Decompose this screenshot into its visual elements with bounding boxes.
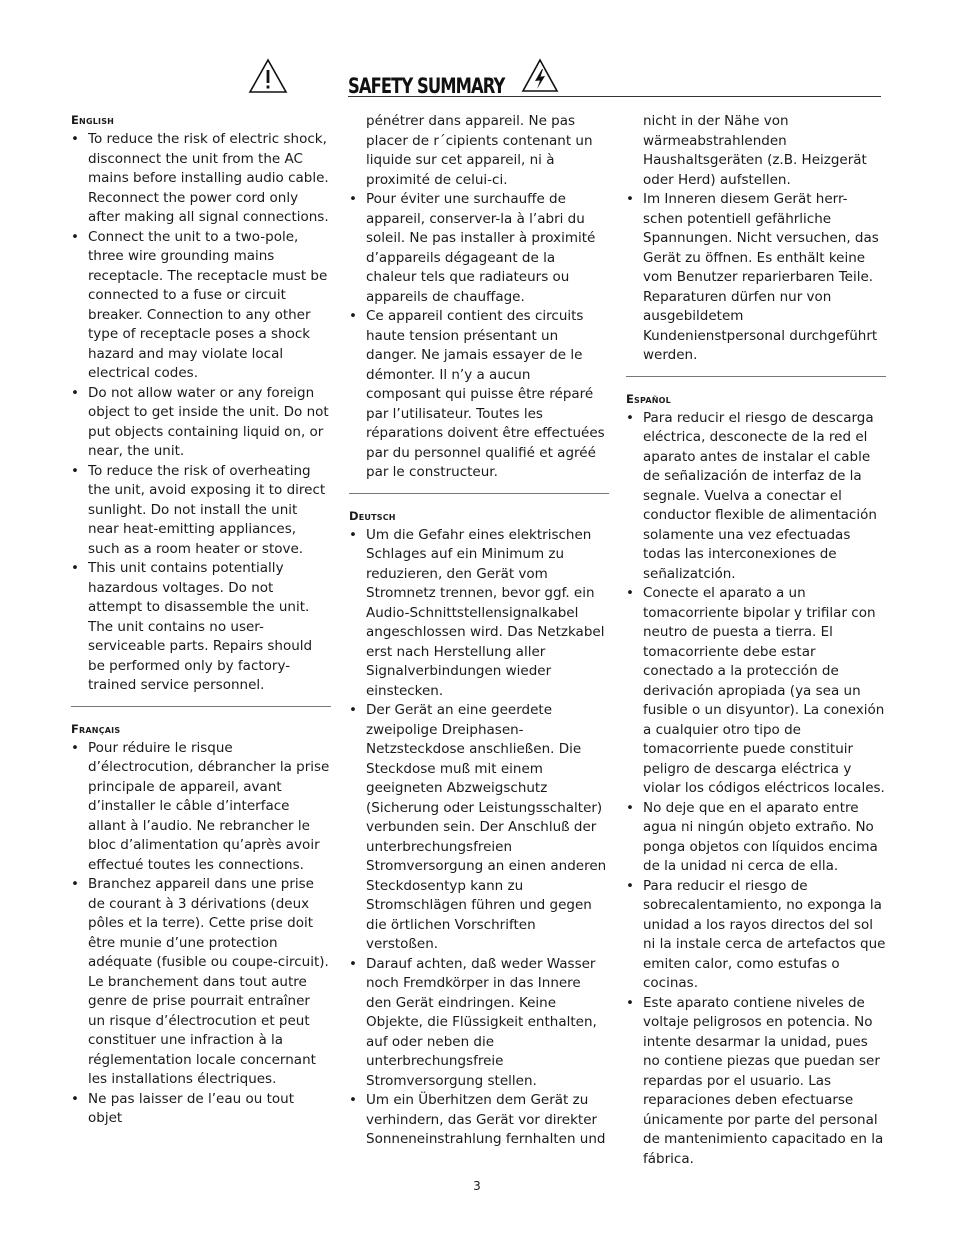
- electric-shock-warning-icon: [521, 58, 559, 93]
- francais-section: [71, 721, 331, 1129]
- espanol-list: [626, 409, 886, 1170]
- section-divider: [349, 493, 609, 494]
- list-item: • Branchez appareil dans une prise de courant à 3 dérivations (deux pôles et la terre). Cette prise doit être munie d’une protection adéquate (fusible ou coupe-circuit). Le branchement dans tout autre genre de prise pourrait entraîner un risque d’électrocution et peut constituer une infraction à la réglementation locale concernant les installations électriques.: [71, 875, 331, 1090]
- list-item: • Pour éviter une surchauffe de appareil, conserver-la à l’abri du soleil. Ne pas installer à proximité d’appareils dégageant de la chaleur tels que radiateurs ou appareils de chauffage.: [349, 190, 609, 307]
- caution-exclamation-icon: [248, 58, 288, 94]
- list-item: • This unit contains potentially hazardous voltages. Do not attempt to disassemble the unit. The unit contains no user-serviceable parts. Repairs should be performed only by factory-trained service personnel.: [71, 559, 331, 696]
- list-item: • Der Gerät an eine geerdete zweipolige Dreiphasen-Netzsteckdose anschließen. Die Steckdose muß mit einem geeigneten Abzweigschutz (Sicherung oder Leistungsschalter) verbunden sein. Der Anschluß der unterbrechungsfreien Stromversorgung an einen anderen Steckdosentyp kann zu Stromschlägen führen und gegen die örtlichen Vorschriften verstoßen.: [349, 701, 609, 955]
- list-item: • Im Inneren diesem Gerät herr-schen potentiell gefährliche Spannungen. Nicht versuchen, das Gerät zu öffnen. Es enthält keine vom Benutzer reparierbaren Teile. Reparaturen dürfen nur von ausgebildetem Kundenienstpersonal durchgeführt werden.: [626, 190, 886, 366]
- page-number: 3: [473, 1179, 481, 1193]
- title-rule: [348, 96, 881, 97]
- francais-continued-text: pénétrer dans appareil. Ne pas placer de r´cipients contenant un liquide sur cet appareil, ni à proximité de celui-ci.: [366, 113, 593, 188]
- section-title-deutsch: Deutsch: [349, 508, 396, 523]
- section-divider: [71, 706, 331, 707]
- section-title-francais: Français: [71, 721, 121, 736]
- list-item: • No deje que en el aparato entre agua ni ningún objeto extraño. No ponga objetos con líquidos encima de la unidad ni cerca de ella.: [626, 799, 886, 877]
- column-3: [626, 112, 886, 1169]
- list-item: • Pour réduire le risque d’électrocution, débrancher la prise principale de appareil, avant d’installer le câble d’interface allant à l’audio. Ne rebrancher le bloc d’alimentation qu’après avoir effectué toutes les connections.: [71, 739, 331, 876]
- section-title-english: English: [71, 113, 115, 127]
- deutsch-section: [349, 508, 609, 1150]
- list-item: • Este aparato contiene niveles de voltaje peligrosos en potencia. No intente desarmar la unidad, pues no contiene piezas que puedan ser repardas por el usuario. Las reparaciones deben efectuarse únicamente por parte del personal de mantenimiento capacitado en la fábrica.: [626, 994, 886, 1170]
- list-item: • Um die Gefahr eines elektrischen Schlages auf ein Minimum zu reduzieren, den Gerät vom Stromnetz trennen, bevor ggf. ein Audio-Schnittstellensignalkabel angeschlossen wird. Das Netzkabel erst nach Herstellung aller Signalverbindungen wieder einstecken.: [349, 526, 609, 702]
- page-title: SAFETY SUMMARY: [348, 74, 505, 98]
- deutsch-list-continued: [626, 190, 886, 366]
- list-item: • Connect the unit to a two-pole, three wire grounding mains receptacle. The receptacle must be connected to a fuse or circuit breaker. Connection to any other type of receptacle poses a shock hazard and may violate local electrical codes.: [71, 228, 331, 384]
- list-item: • Ce appareil contient des circuits haute tension présentant un danger. Ne jamais essayer de le démonter. Il n’y a aucun composant qui puisse être réparé par l’utilisateur. Toutes les réparations doivent être effectuées par du personnel qualifié et agréé par le constructeur.: [349, 307, 609, 483]
- list-item: • Para reducir el riesgo de sobrecalentamiento, no exponga la unidad a los rayos directos del sol ni la instale cerca de artefactos que emiten calor, como estufas o cocinas.: [626, 877, 886, 994]
- section-divider: [626, 376, 886, 377]
- francais-list-continued: [349, 190, 609, 483]
- deutsch-continued-text: nicht in der Nähe von wärmeabstrahlenden Haushaltsgeräten (z.B. Heizgerät oder Herd) aufstellen.: [643, 113, 867, 188]
- column-1: [71, 112, 331, 1129]
- list-item: • To reduce the risk of electric shock, disconnect the unit from the AC mains before installing audio cable. Reconnect the power cord only after making all signal connections.: [71, 130, 331, 228]
- section-title-espanol: Español: [626, 391, 671, 406]
- francais-list: [71, 739, 331, 1129]
- deutsch-list: [349, 526, 609, 1150]
- english-section: [71, 112, 331, 696]
- list-item: • Um ein Überhitzen dem Gerät zu verhindern, das Gerät vor direkter Sonneneinstrahlung fernhalten und: [349, 1091, 609, 1150]
- list-item: • Ne pas laisser de l’eau ou tout objet: [71, 1090, 331, 1129]
- espanol-section: [626, 391, 886, 1170]
- list-item: • Darauf achten, daß weder Wasser noch Fremdkörper in das Innere den Gerät eindringen. Keine Objekte, die Flüssigkeit enthalten, auf oder neben die unterbrechungsfreie Stromversorgung stellen.: [349, 955, 609, 1092]
- column-2: [349, 112, 609, 1150]
- list-item: • Conecte el aparato a un tomacorriente bipolar y trifilar con neutro de puesta a tierra. El tomacorriente debe estar conectado a la protección de derivación apropiada (ya sea un fusible o un disyuntor). La conexión a cualquier otro tipo de tomacorriente puede constituir peligro de descarga eléctrica y violar los códigos eléctricos locales.: [626, 584, 886, 799]
- list-item: • To reduce the risk of overheating the unit, avoid exposing it to direct sunlight. Do not install the unit near heat-emitting appliances, such as a room heater or stove.: [71, 462, 331, 560]
- page-header: [0, 0, 954, 110]
- list-item: • Do not allow water or any foreign object to get inside the unit. Do not put objects containing liquid on, or near, the unit.: [71, 384, 331, 462]
- english-list: [71, 130, 331, 696]
- list-item: • Para reducir el riesgo de descarga eléctrica, desconecte de la red el aparato antes de instalar el cable de señalización de interfaz de la segnale. Vuelva a conectar el conductor flexible de alimentación solamente una vez efectuadas todas las interconexiones de señalizatción.: [626, 409, 886, 585]
